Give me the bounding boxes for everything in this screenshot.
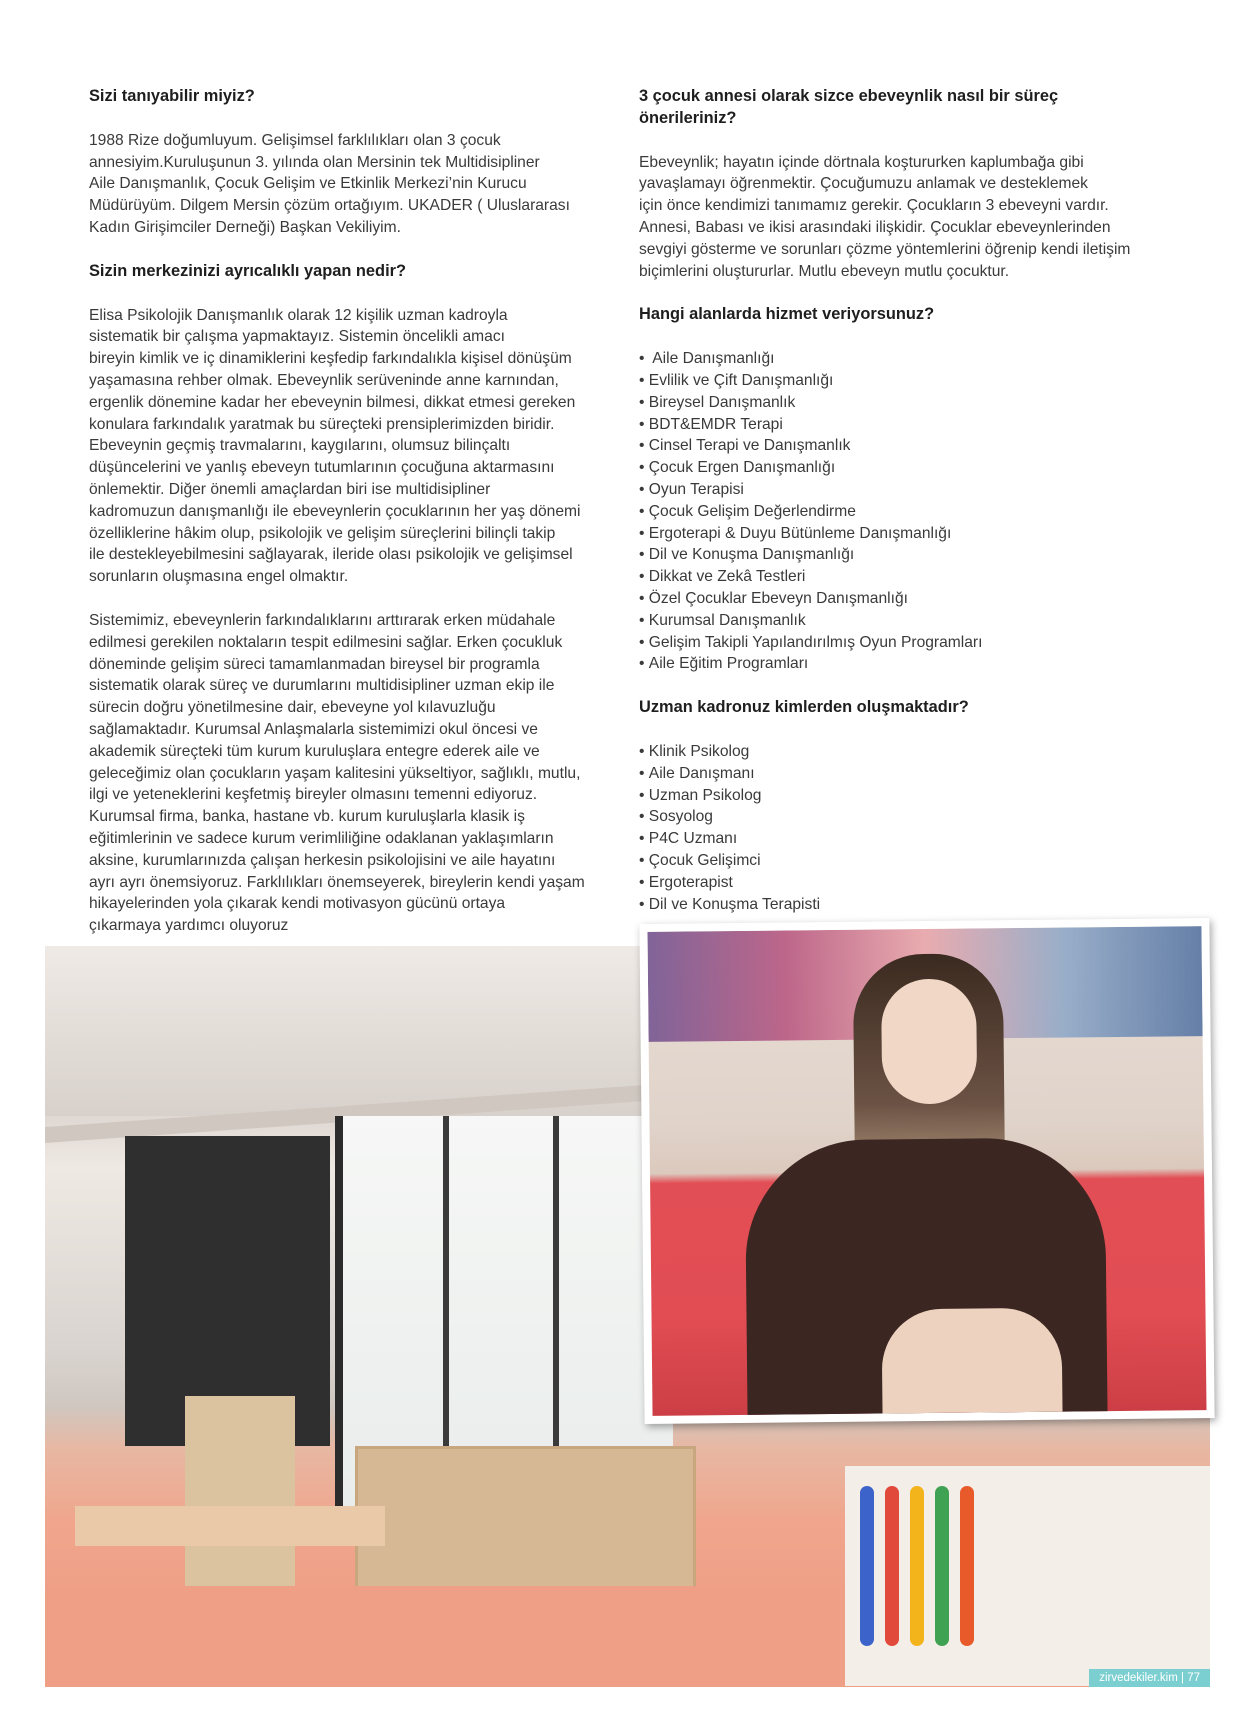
sensory-tube — [935, 1486, 949, 1646]
sensory-tube — [885, 1486, 899, 1646]
answer-paragraph: Elisa Psikolojik Danışmanlık olarak 12 kişilik uzman kadroyla sistematik bir çalışma yapmaktayız. Sistemin öncelikli amacı bireyin kimlik ve iç dinamiklerini keşfedip farkındalıkla kişisel dönüşüm yaşamasına rehber olmak. Ebeveynlik serüveninde anne karnından, ergenlik dönemine kadar her ebeveynin bilmesi, dikkat etmesi gereken konulara farkındalık yaratmak bu süreçteki prensiplerimizden biridir. Ebeveynin geçmiş travmalarını, kaygılarını, olumsuz bilinçaltı düşüncelerini ve yanlış ebeveyn tutumlarının çocuğuna aktarmasını önlemektir. Diğer önemli amaçlardan biri ise multidisipliner kadromuzun danışmanlığı ile ebeveynlerin çocuklarının her yaş dönemi özelliklerine hâkim olup, psikolojik ve gelişim süreçlerini bilinçli takip ile destekleyebilmesini sağlayarak, ileride olası psikolojik ve gelişimsel sorunların oluşmasına engel olmaktır. — [89, 306, 581, 586]
portrait-image — [647, 926, 1206, 1416]
list-item: • Klinik Psikolog — [639, 741, 1179, 763]
services-list — [639, 348, 1179, 675]
list-item: • Dikkat ve Zekâ Testleri — [639, 566, 1179, 588]
sensory-tube — [910, 1486, 924, 1646]
person-face — [881, 978, 977, 1104]
list-item: • Çocuk Ergen Danışmanlığı — [639, 457, 1179, 479]
site-name: zirvedekiler.kim — [1099, 1672, 1178, 1684]
page-number: 77 — [1187, 1672, 1200, 1684]
kids-table — [75, 1506, 385, 1546]
list-item: • Evlilik ve Çift Danışmanlığı — [639, 370, 1179, 392]
list-item: • Özel Çocuklar Ebeveyn Danışmanlığı — [639, 588, 1179, 610]
list-item: • Dil ve Konuşma Terapisti — [639, 894, 1179, 916]
activity-wall-board — [845, 1466, 1210, 1686]
list-item: • Kurumsal Danışmanlık — [639, 610, 1179, 632]
question-heading: Sizi tanıyabilir miyiz? — [89, 87, 255, 105]
staff-list — [639, 741, 1179, 915]
list-item: • P4C Uzmanı — [639, 828, 1179, 850]
toy-shelf — [185, 1396, 295, 1606]
list-item: • Gelişim Takipli Yapılandırılmış Oyun Programları — [639, 632, 1179, 654]
answer-paragraph: Sistemimiz, ebeveynlerin farkındalıklarını arttırarak erken müdahale edilmesi gerekilen noktaların tespit edilmesini sağlar. Erken çocukluk döneminde gelişim süreci tamamlanmadan bireysel bir programla sistematik olarak süreç ve durumlarını multidisipliner uzman ekip ile sürecin doğru yönetilmesine dair, ebeveyne yol kılavuzluğu sağlamaktadır. Kurumsal Anlaşmalarla sistemimizi okul öncesi ve akademik süreçteki tüm kurum kuruluşlara entegre ederek aile ve geleceğimiz olan çocukların yaşam kalitesini yükseltiyor, sağlıklı, mutlu, ilgi ve yeteneklerini keşfetmiş bireyler olmasını temenni ediyoruz. Kurumsal firma, banka, hastane vb. kurum kuruluşlarla klasik iş eğitimlerinin ve sadece kurum verimliliğine odaklanan yaklaşımların aksine, kurumlarınızda çalışan herkesin psikolojisini ve aile hayatını ayrı ayrı önemsiyoruz. Farklılıkları önemseyerek, bireylerin kendi yaşam hikayelerinden yola çıkarak kendi motivasyon gücünü ortaya çıkarmaya yardımcı oluyoruz — [89, 611, 585, 935]
person-legs — [881, 1308, 1062, 1416]
list-item: • Cinsel Terapi ve Danışmanlık — [639, 435, 1179, 457]
list-item: • Sosyolog — [639, 806, 1179, 828]
portrait-photo — [639, 918, 1214, 1424]
list-item: • Çocuk Gelişimci — [639, 850, 1179, 872]
list-item: • Uzman Psikolog — [639, 785, 1179, 807]
question-heading: Uzman kadronuz kimlerden oluşmaktadır? — [639, 698, 969, 717]
list-item: • Aile Danışmanlığı — [639, 348, 1179, 370]
list-item: • Aile Danışmanı — [639, 763, 1179, 785]
answer-paragraph: 1988 Rize doğumluyum. Gelişimsel farklılıkları olan 3 çocuk annesiyim.Kuruluşunun 3. yılında olan Mersinin tek Multidisipliner Aile Danışmanlık, Çocuk Gelişim ve Etkinlik Merkezi’nin Kurucu Müdürüyüm. Dilgem Mersin çözüm ortağıyım. UKADER ( Uluslararası Kadın Girişimciler Derneği) Başkan Vekiliyim. — [89, 131, 570, 236]
list-item: • BDT&EMDR Terapi — [639, 414, 1179, 436]
sensory-tube — [960, 1486, 974, 1646]
list-item: • Çocuk Gelişim Değerlendirme — [639, 501, 1179, 523]
list-item: • Ergoterapist — [639, 872, 1179, 894]
left-column — [89, 86, 619, 959]
question-heading: Sizin merkezinizi ayrıcalıklı yapan nedir? — [89, 261, 407, 280]
list-item: • Oyun Terapisi — [639, 479, 1179, 501]
page-footer — [1089, 1669, 1210, 1687]
question-heading: 3 çocuk annesi olarak sizce ebeveynlik nasıl bir süreç önerileriniz? — [639, 87, 1059, 127]
question-heading: Hangi alanlarda hizmet veriyorsunuz? — [639, 305, 935, 324]
list-item: • Dil ve Konuşma Danışmanlığı — [639, 544, 1179, 566]
list-item: • Ergoterapi & Duyu Bütünleme Danışmanlığı — [639, 523, 1179, 545]
list-item: • Aile Eğitim Programları — [639, 653, 1179, 675]
answer-paragraph: Ebeveynlik; hayatın içinde dörtnala koştururken kaplumbağa gibi yavaşlamayı öğrenmektir. Çocuğumuzu anlamak ve desteklemek için önce kendimizi tanımamız gerekir. Çocukların 3 ebeveyni vardır. Annesi, Babası ve ikisi arasındaki ilişkidir. Çocuklar ebeveynlerinden sevgiyi gösterme ve sorunları çözme yöntemlerini öğrenip kendi iletişim biçimlerini oluştururlar. Mutlu ebeveyn mutlu çocuktur. — [639, 153, 1131, 280]
right-column — [639, 86, 1179, 937]
footer-separator: | — [1181, 1672, 1184, 1684]
list-item: • Bireysel Danışmanlık — [639, 392, 1179, 414]
sensory-tube — [860, 1486, 874, 1646]
